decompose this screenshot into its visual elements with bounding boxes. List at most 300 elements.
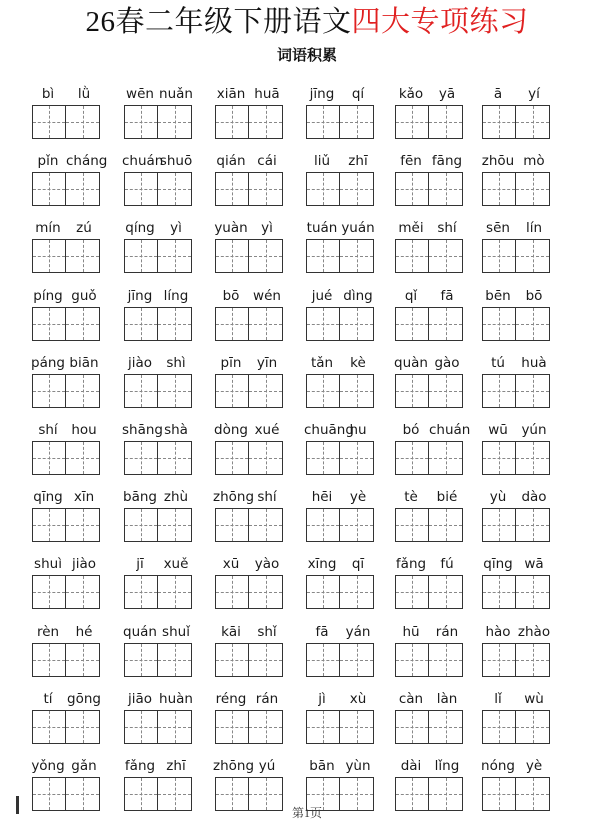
writing-box[interactable] bbox=[215, 710, 249, 744]
word-item bbox=[393, 287, 473, 343]
writing-box[interactable] bbox=[32, 508, 66, 542]
word-item bbox=[304, 219, 384, 275]
word-item bbox=[213, 287, 293, 343]
pinyin-row bbox=[30, 690, 102, 710]
pinyin-syllable: guǒ bbox=[71, 287, 97, 304]
word-item bbox=[393, 85, 473, 141]
pinyin-syllable: zhù bbox=[163, 489, 189, 506]
pinyin-row bbox=[304, 757, 376, 777]
pinyin-syllable: bō bbox=[222, 287, 240, 304]
pinyin-row bbox=[30, 421, 102, 441]
word-item bbox=[393, 690, 473, 746]
word-item bbox=[480, 421, 560, 477]
word-item bbox=[122, 555, 202, 611]
word-item bbox=[213, 555, 293, 611]
writing-box[interactable] bbox=[340, 441, 374, 475]
writing-box[interactable] bbox=[306, 575, 340, 609]
writing-box[interactable] bbox=[124, 643, 158, 677]
writing-box[interactable] bbox=[32, 307, 66, 341]
pinyin-row bbox=[480, 757, 552, 777]
pinyin-syllable: fú bbox=[440, 556, 454, 573]
word-item bbox=[304, 488, 384, 544]
writing-box[interactable] bbox=[482, 307, 516, 341]
word-item bbox=[30, 152, 110, 208]
writing-box[interactable] bbox=[395, 575, 429, 609]
writing-box[interactable] bbox=[158, 374, 192, 408]
pinyin-syllable: bié bbox=[436, 489, 458, 506]
word-item bbox=[30, 85, 110, 141]
pinyin-row bbox=[393, 354, 465, 374]
writing-box[interactable] bbox=[158, 105, 192, 139]
pinyin-syllable: zhōng bbox=[213, 758, 255, 774]
pinyin-syllable: yùn bbox=[345, 758, 371, 774]
pinyin-syllable: yào bbox=[254, 556, 280, 573]
word-item bbox=[213, 421, 293, 477]
word-item bbox=[30, 488, 110, 544]
writing-box[interactable] bbox=[66, 575, 100, 609]
writing-box[interactable] bbox=[158, 710, 192, 744]
word-item bbox=[213, 152, 293, 208]
pinyin-syllable: wén bbox=[253, 287, 281, 304]
pinyin-row bbox=[304, 287, 376, 307]
pinyin-syllable: fēn bbox=[400, 153, 422, 170]
pinyin-row bbox=[30, 85, 102, 105]
writing-box[interactable] bbox=[66, 172, 100, 206]
writing-box[interactable] bbox=[516, 441, 550, 475]
writing-box[interactable] bbox=[516, 374, 550, 408]
pinyin-syllable: rán bbox=[435, 623, 459, 640]
word-item bbox=[213, 219, 293, 275]
writing-box[interactable] bbox=[215, 441, 249, 475]
pinyin-syllable: yì bbox=[261, 220, 273, 237]
word-item bbox=[30, 690, 110, 746]
pinyin-syllable: gōng bbox=[67, 690, 101, 707]
pinyin-syllable: zhōng bbox=[213, 489, 255, 506]
pinyin-row bbox=[213, 555, 285, 575]
writing-box[interactable] bbox=[516, 710, 550, 744]
writing-box[interactable] bbox=[482, 374, 516, 408]
pinyin-row bbox=[393, 219, 465, 239]
pinyin-syllable: hēi bbox=[311, 489, 333, 506]
pinyin-syllable: dòng bbox=[214, 422, 248, 438]
writing-box[interactable] bbox=[340, 239, 374, 273]
pinyin-syllable: mò bbox=[523, 153, 545, 170]
word-item bbox=[122, 152, 202, 208]
word-item bbox=[304, 354, 384, 410]
writing-box[interactable] bbox=[429, 441, 463, 475]
writing-box[interactable] bbox=[32, 441, 66, 475]
writing-box[interactable] bbox=[306, 374, 340, 408]
pinyin-syllable: huà bbox=[521, 354, 547, 371]
pinyin-syllable: qīng bbox=[33, 489, 63, 506]
writing-box[interactable] bbox=[32, 575, 66, 609]
pinyin-syllable: gào bbox=[434, 354, 460, 371]
writing-box[interactable] bbox=[395, 374, 429, 408]
pinyin-row bbox=[480, 152, 552, 172]
writing-box[interactable] bbox=[395, 710, 429, 744]
word-item bbox=[393, 623, 473, 679]
writing-box[interactable] bbox=[249, 239, 283, 273]
pinyin-syllable: lǜ bbox=[77, 86, 91, 102]
writing-box[interactable] bbox=[516, 575, 550, 609]
writing-box[interactable] bbox=[66, 508, 100, 542]
writing-box[interactable] bbox=[395, 239, 429, 273]
writing-box[interactable] bbox=[32, 239, 66, 273]
writing-box[interactable] bbox=[124, 239, 158, 273]
pinyin-syllable: xū bbox=[222, 556, 240, 573]
pinyin-syllable: shāng bbox=[122, 422, 163, 438]
writing-box[interactable] bbox=[482, 441, 516, 475]
pinyin-row bbox=[213, 354, 285, 374]
word-item bbox=[393, 354, 473, 410]
writing-box[interactable] bbox=[395, 307, 429, 341]
pinyin-row bbox=[122, 354, 194, 374]
pinyin-syllable: qīng bbox=[483, 556, 513, 573]
pinyin-syllable: chuāng bbox=[304, 422, 354, 438]
pinyin-syllable: qī bbox=[351, 556, 365, 573]
writing-box[interactable] bbox=[249, 508, 283, 542]
writing-box[interactable] bbox=[158, 441, 192, 475]
pinyin-syllable: shí bbox=[38, 422, 58, 438]
writing-box[interactable] bbox=[429, 508, 463, 542]
pinyin-syllable: shì bbox=[166, 354, 186, 371]
pinyin-syllable: wēn bbox=[126, 86, 154, 102]
pinyin-syllable: yún bbox=[521, 422, 547, 438]
pinyin-row bbox=[213, 287, 285, 307]
pinyin-row bbox=[480, 690, 552, 710]
pinyin-syllable: dìng bbox=[343, 287, 373, 304]
pinyin-syllable: réng bbox=[215, 690, 247, 707]
writing-box[interactable] bbox=[158, 575, 192, 609]
writing-box[interactable] bbox=[66, 643, 100, 677]
writing-box[interactable] bbox=[395, 172, 429, 206]
pinyin-syllable: píng bbox=[33, 287, 63, 304]
pinyin-row bbox=[122, 623, 194, 643]
writing-box[interactable] bbox=[124, 575, 158, 609]
writing-box[interactable] bbox=[124, 307, 158, 341]
word-item bbox=[30, 421, 110, 477]
writing-box[interactable] bbox=[340, 105, 374, 139]
pinyin-syllable: sēn bbox=[486, 220, 510, 237]
writing-box[interactable] bbox=[516, 239, 550, 273]
pinyin-row bbox=[30, 757, 102, 777]
pinyin-syllable: tí bbox=[43, 690, 53, 707]
writing-box[interactable] bbox=[306, 307, 340, 341]
page-number: 第1页 bbox=[291, 806, 322, 820]
pinyin-syllable: qí bbox=[351, 86, 365, 102]
writing-box[interactable] bbox=[249, 307, 283, 341]
pinyin-syllable: hé bbox=[75, 623, 93, 640]
pinyin-syllable: jué bbox=[311, 287, 333, 304]
writing-box[interactable] bbox=[306, 643, 340, 677]
word-item bbox=[213, 623, 293, 679]
writing-box[interactable] bbox=[66, 710, 100, 744]
word-item bbox=[304, 623, 384, 679]
writing-box[interactable] bbox=[215, 575, 249, 609]
pinyin-syllable: jīng bbox=[127, 287, 153, 304]
writing-box[interactable] bbox=[482, 575, 516, 609]
pinyin-syllable: yǒng bbox=[31, 758, 65, 774]
writing-box[interactable] bbox=[124, 374, 158, 408]
pinyin-row bbox=[122, 287, 194, 307]
writing-box[interactable] bbox=[340, 172, 374, 206]
pinyin-syllable: yù bbox=[489, 489, 507, 506]
writing-box[interactable] bbox=[158, 172, 192, 206]
word-item bbox=[393, 488, 473, 544]
writing-box[interactable] bbox=[482, 508, 516, 542]
pinyin-syllable: lǐng bbox=[434, 758, 460, 774]
writing-box[interactable] bbox=[340, 307, 374, 341]
pinyin-row bbox=[304, 354, 376, 374]
pinyin-row bbox=[122, 488, 194, 508]
section-heading: 词语积累 bbox=[276, 46, 337, 64]
writing-box[interactable] bbox=[429, 710, 463, 744]
writing-box[interactable] bbox=[516, 643, 550, 677]
pinyin-syllable: bāng bbox=[123, 489, 157, 506]
pinyin-row bbox=[480, 623, 552, 643]
word-item bbox=[480, 488, 560, 544]
writing-box[interactable] bbox=[429, 575, 463, 609]
writing-box[interactable] bbox=[124, 441, 158, 475]
word-item bbox=[480, 555, 560, 611]
pinyin-row bbox=[393, 623, 465, 643]
pinyin-row bbox=[122, 219, 194, 239]
pinyin-syllable: bēn bbox=[485, 287, 511, 304]
pinyin-syllable: yè bbox=[525, 758, 543, 774]
word-item bbox=[393, 555, 473, 611]
word-item bbox=[30, 219, 110, 275]
writing-box[interactable] bbox=[249, 172, 283, 206]
word-item bbox=[30, 287, 110, 343]
writing-box[interactable] bbox=[32, 710, 66, 744]
pinyin-syllable: zú bbox=[76, 220, 92, 237]
writing-box[interactable] bbox=[306, 172, 340, 206]
writing-box[interactable] bbox=[249, 441, 283, 475]
word-item bbox=[213, 85, 293, 141]
pinyin-syllable: zhī bbox=[348, 153, 368, 170]
pinyin-syllable: rèn bbox=[36, 623, 60, 640]
writing-box[interactable] bbox=[482, 239, 516, 273]
writing-box[interactable] bbox=[66, 307, 100, 341]
writing-box[interactable] bbox=[429, 239, 463, 273]
pinyin-syllable: huàn bbox=[159, 690, 193, 707]
pinyin-row bbox=[213, 488, 285, 508]
pinyin-syllable: chuán bbox=[122, 153, 164, 170]
pinyin-row bbox=[213, 421, 285, 441]
writing-box[interactable] bbox=[306, 441, 340, 475]
word-item bbox=[122, 85, 202, 141]
writing-box[interactable] bbox=[66, 105, 100, 139]
pinyin-syllable: jīng bbox=[309, 86, 335, 102]
writing-box[interactable] bbox=[306, 239, 340, 273]
pinyin-row bbox=[480, 287, 552, 307]
writing-box[interactable] bbox=[249, 575, 283, 609]
pinyin-syllable: shuì bbox=[34, 556, 62, 573]
pinyin-syllable: páng bbox=[31, 354, 65, 371]
pinyin-syllable: tè bbox=[404, 489, 418, 506]
pinyin-syllable: dài bbox=[400, 758, 422, 774]
writing-box[interactable] bbox=[215, 508, 249, 542]
pinyin-syllable: quán bbox=[123, 623, 157, 640]
writing-box[interactable] bbox=[516, 508, 550, 542]
pinyin-row bbox=[304, 488, 376, 508]
pinyin-row bbox=[30, 219, 102, 239]
pinyin-syllable: xué bbox=[254, 422, 280, 438]
writing-box[interactable] bbox=[215, 172, 249, 206]
writing-box[interactable] bbox=[215, 239, 249, 273]
writing-box[interactable] bbox=[429, 307, 463, 341]
writing-box[interactable] bbox=[306, 105, 340, 139]
pinyin-row bbox=[122, 152, 194, 172]
writing-box[interactable] bbox=[158, 643, 192, 677]
writing-box[interactable] bbox=[249, 374, 283, 408]
pinyin-syllable: pǐn bbox=[37, 153, 59, 170]
pinyin-syllable: jì bbox=[318, 690, 326, 707]
pinyin-syllable: yuán bbox=[341, 220, 375, 237]
word-item bbox=[393, 152, 473, 208]
writing-box[interactable] bbox=[249, 105, 283, 139]
pinyin-syllable: kǎo bbox=[398, 86, 424, 102]
writing-box[interactable] bbox=[158, 239, 192, 273]
word-item bbox=[213, 690, 293, 746]
word-item bbox=[480, 623, 560, 679]
pinyin-row bbox=[393, 421, 471, 441]
writing-box[interactable] bbox=[124, 172, 158, 206]
pinyin-syllable: qǐ bbox=[404, 287, 418, 304]
title-black-text: 26春二年级下册语文 bbox=[85, 6, 352, 38]
pinyin-syllable: biān bbox=[69, 354, 99, 371]
pinyin-syllable: kāi bbox=[221, 623, 241, 640]
writing-box[interactable] bbox=[306, 710, 340, 744]
writing-box[interactable] bbox=[516, 105, 550, 139]
writing-box[interactable] bbox=[249, 710, 283, 744]
writing-box[interactable] bbox=[66, 441, 100, 475]
writing-box[interactable] bbox=[482, 172, 516, 206]
pinyin-row bbox=[304, 85, 376, 105]
writing-box[interactable] bbox=[395, 508, 429, 542]
pinyin-row bbox=[30, 152, 108, 172]
pinyin-syllable: xuě bbox=[163, 556, 189, 573]
writing-box[interactable] bbox=[482, 643, 516, 677]
pinyin-syllable: shà bbox=[164, 422, 188, 438]
writing-box[interactable] bbox=[66, 239, 100, 273]
pinyin-syllable: fǎng bbox=[124, 758, 156, 774]
writing-box[interactable] bbox=[158, 307, 192, 341]
writing-box[interactable] bbox=[215, 105, 249, 139]
pinyin-syllable: chuán bbox=[429, 422, 471, 438]
pinyin-syllable: hū bbox=[402, 623, 420, 640]
pinyin-row bbox=[122, 85, 194, 105]
writing-box[interactable] bbox=[249, 643, 283, 677]
writing-box[interactable] bbox=[124, 508, 158, 542]
writing-box[interactable] bbox=[306, 508, 340, 542]
writing-box[interactable] bbox=[340, 710, 374, 744]
word-item bbox=[480, 690, 560, 746]
pinyin-syllable: xiān bbox=[216, 86, 246, 102]
word-item bbox=[213, 488, 293, 544]
pinyin-syllable: huā bbox=[254, 86, 280, 102]
writing-box[interactable] bbox=[429, 374, 463, 408]
word-item bbox=[480, 287, 560, 343]
writing-box[interactable] bbox=[395, 441, 429, 475]
writing-box[interactable] bbox=[124, 710, 158, 744]
word-item bbox=[30, 555, 110, 611]
pinyin-row bbox=[213, 623, 285, 643]
pinyin-syllable: bān bbox=[309, 758, 335, 774]
word-item bbox=[393, 219, 473, 275]
pinyin-syllable: tú bbox=[491, 354, 505, 371]
pinyin-row bbox=[393, 757, 465, 777]
writing-box[interactable] bbox=[66, 374, 100, 408]
pinyin-syllable: wū bbox=[488, 422, 508, 438]
writing-box[interactable] bbox=[429, 172, 463, 206]
writing-box[interactable] bbox=[32, 172, 66, 206]
word-item bbox=[30, 623, 110, 679]
pinyin-syllable: yīn bbox=[256, 354, 278, 371]
writing-box[interactable] bbox=[516, 307, 550, 341]
pinyin-syllable: tǎn bbox=[310, 354, 334, 371]
word-item bbox=[480, 85, 560, 141]
pinyin-row bbox=[304, 421, 376, 441]
pinyin-row bbox=[213, 690, 285, 710]
pinyin-syllable: qíng bbox=[125, 220, 155, 237]
writing-box[interactable] bbox=[215, 307, 249, 341]
pinyin-syllable: pīn bbox=[220, 354, 242, 371]
writing-box[interactable] bbox=[482, 710, 516, 744]
writing-box[interactable] bbox=[124, 105, 158, 139]
pinyin-syllable: líng bbox=[163, 287, 189, 304]
word-item bbox=[30, 354, 110, 410]
pinyin-row bbox=[480, 219, 552, 239]
word-item bbox=[304, 85, 384, 141]
pinyin-row bbox=[122, 555, 194, 575]
writing-box[interactable] bbox=[215, 374, 249, 408]
writing-box[interactable] bbox=[158, 508, 192, 542]
writing-box[interactable] bbox=[340, 508, 374, 542]
pinyin-syllable: hou bbox=[71, 422, 97, 438]
pinyin-syllable: zhī bbox=[166, 758, 186, 774]
writing-box[interactable] bbox=[340, 643, 374, 677]
word-item bbox=[480, 152, 560, 208]
pinyin-row bbox=[393, 287, 465, 307]
pinyin-syllable: càn bbox=[398, 690, 424, 707]
writing-box[interactable] bbox=[395, 105, 429, 139]
writing-box[interactable] bbox=[429, 105, 463, 139]
writing-box[interactable] bbox=[32, 643, 66, 677]
word-item bbox=[480, 354, 560, 410]
writing-box[interactable] bbox=[32, 105, 66, 139]
writing-box[interactable] bbox=[340, 374, 374, 408]
writing-box[interactable] bbox=[482, 105, 516, 139]
writing-box[interactable] bbox=[340, 575, 374, 609]
writing-box[interactable] bbox=[215, 643, 249, 677]
pinyin-row bbox=[30, 623, 102, 643]
pinyin-syllable: yú bbox=[258, 758, 276, 774]
pinyin-row bbox=[122, 690, 194, 710]
pinyin-syllable: zhōu bbox=[481, 153, 515, 170]
writing-box[interactable] bbox=[395, 643, 429, 677]
word-item bbox=[304, 690, 384, 746]
writing-box[interactable] bbox=[32, 374, 66, 408]
pinyin-syllable: lín bbox=[525, 220, 543, 237]
pinyin-syllable: kè bbox=[350, 354, 366, 371]
writing-box[interactable] bbox=[429, 643, 463, 677]
word-item bbox=[304, 152, 384, 208]
pinyin-row bbox=[213, 85, 285, 105]
pinyin-syllable: fā bbox=[440, 287, 454, 304]
writing-box[interactable] bbox=[516, 172, 550, 206]
pinyin-row bbox=[480, 488, 552, 508]
